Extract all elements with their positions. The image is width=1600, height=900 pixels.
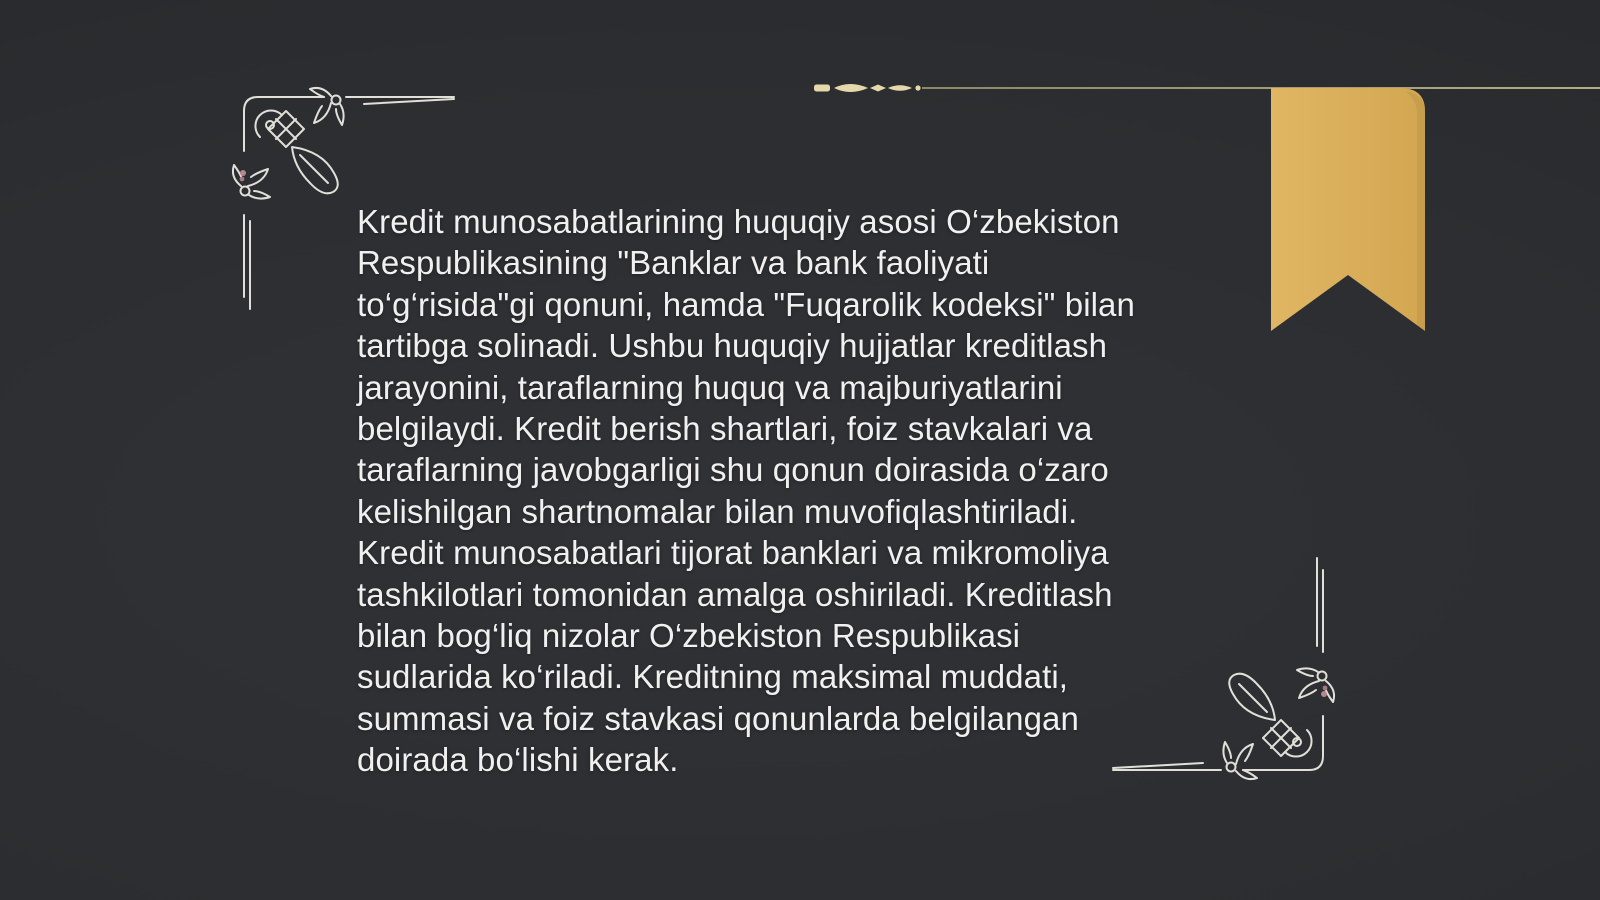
divider-line-icon: [810, 78, 1600, 100]
bookmark-ribbon-icon: [1271, 88, 1427, 332]
body-text-line: jarayonini, taraflarning huquq va majburiyatlarini: [357, 368, 1063, 406]
body-text-line: summasi va foiz stavkasi qonunlarda belgilangan: [357, 699, 1079, 737]
body-text-line: Respublikasining "Banklar va bank faoliyati: [357, 244, 990, 282]
body-text-line: belgilaydi. Kredit berish shartlari, foiz stavkalari va: [357, 410, 1093, 448]
bookmark-icon: [1271, 88, 1427, 332]
floral-corner-icon: [1111, 556, 1337, 782]
body-text-line: tartibga solinadi. Ushbu huquqiy hujjatlar kreditlash: [357, 327, 1108, 365]
body-text-line: tashkilotlari tomonidan amalga oshiriladi. Kreditlash: [357, 575, 1113, 613]
body-text-line: taraflarning javobgarligi shu qonun doirasida o‘zaro: [357, 451, 1109, 489]
body-text-line: Kredit munosabatlari tijorat banklari va mikromoliya: [357, 534, 1109, 572]
body-text-line: Kredit munosabatlarining huquqiy asosi O‘zbekiston: [357, 203, 1120, 240]
corner-flourish-bottom-right-icon: [1111, 556, 1337, 782]
body-text-line: doirada bo‘lishi kerak.: [357, 741, 679, 779]
top-divider-line-icon: [810, 78, 1600, 100]
body-text-line: kelishilgan shartnomalar bilan muvofiqlashtiriladi.: [357, 492, 1078, 530]
body-text-line: bilan bog‘liq nizolar O‘zbekiston Respublikasi: [357, 617, 1021, 655]
body-text-line: to‘g‘risida"gi qonuni, hamda "Fuqarolik kodeksi" bilan: [357, 285, 1135, 323]
body-text-line: sudlarida ko‘riladi. Kreditning maksimal muddati,: [357, 658, 1069, 696]
body-text-paragraph: [357, 201, 1135, 781]
